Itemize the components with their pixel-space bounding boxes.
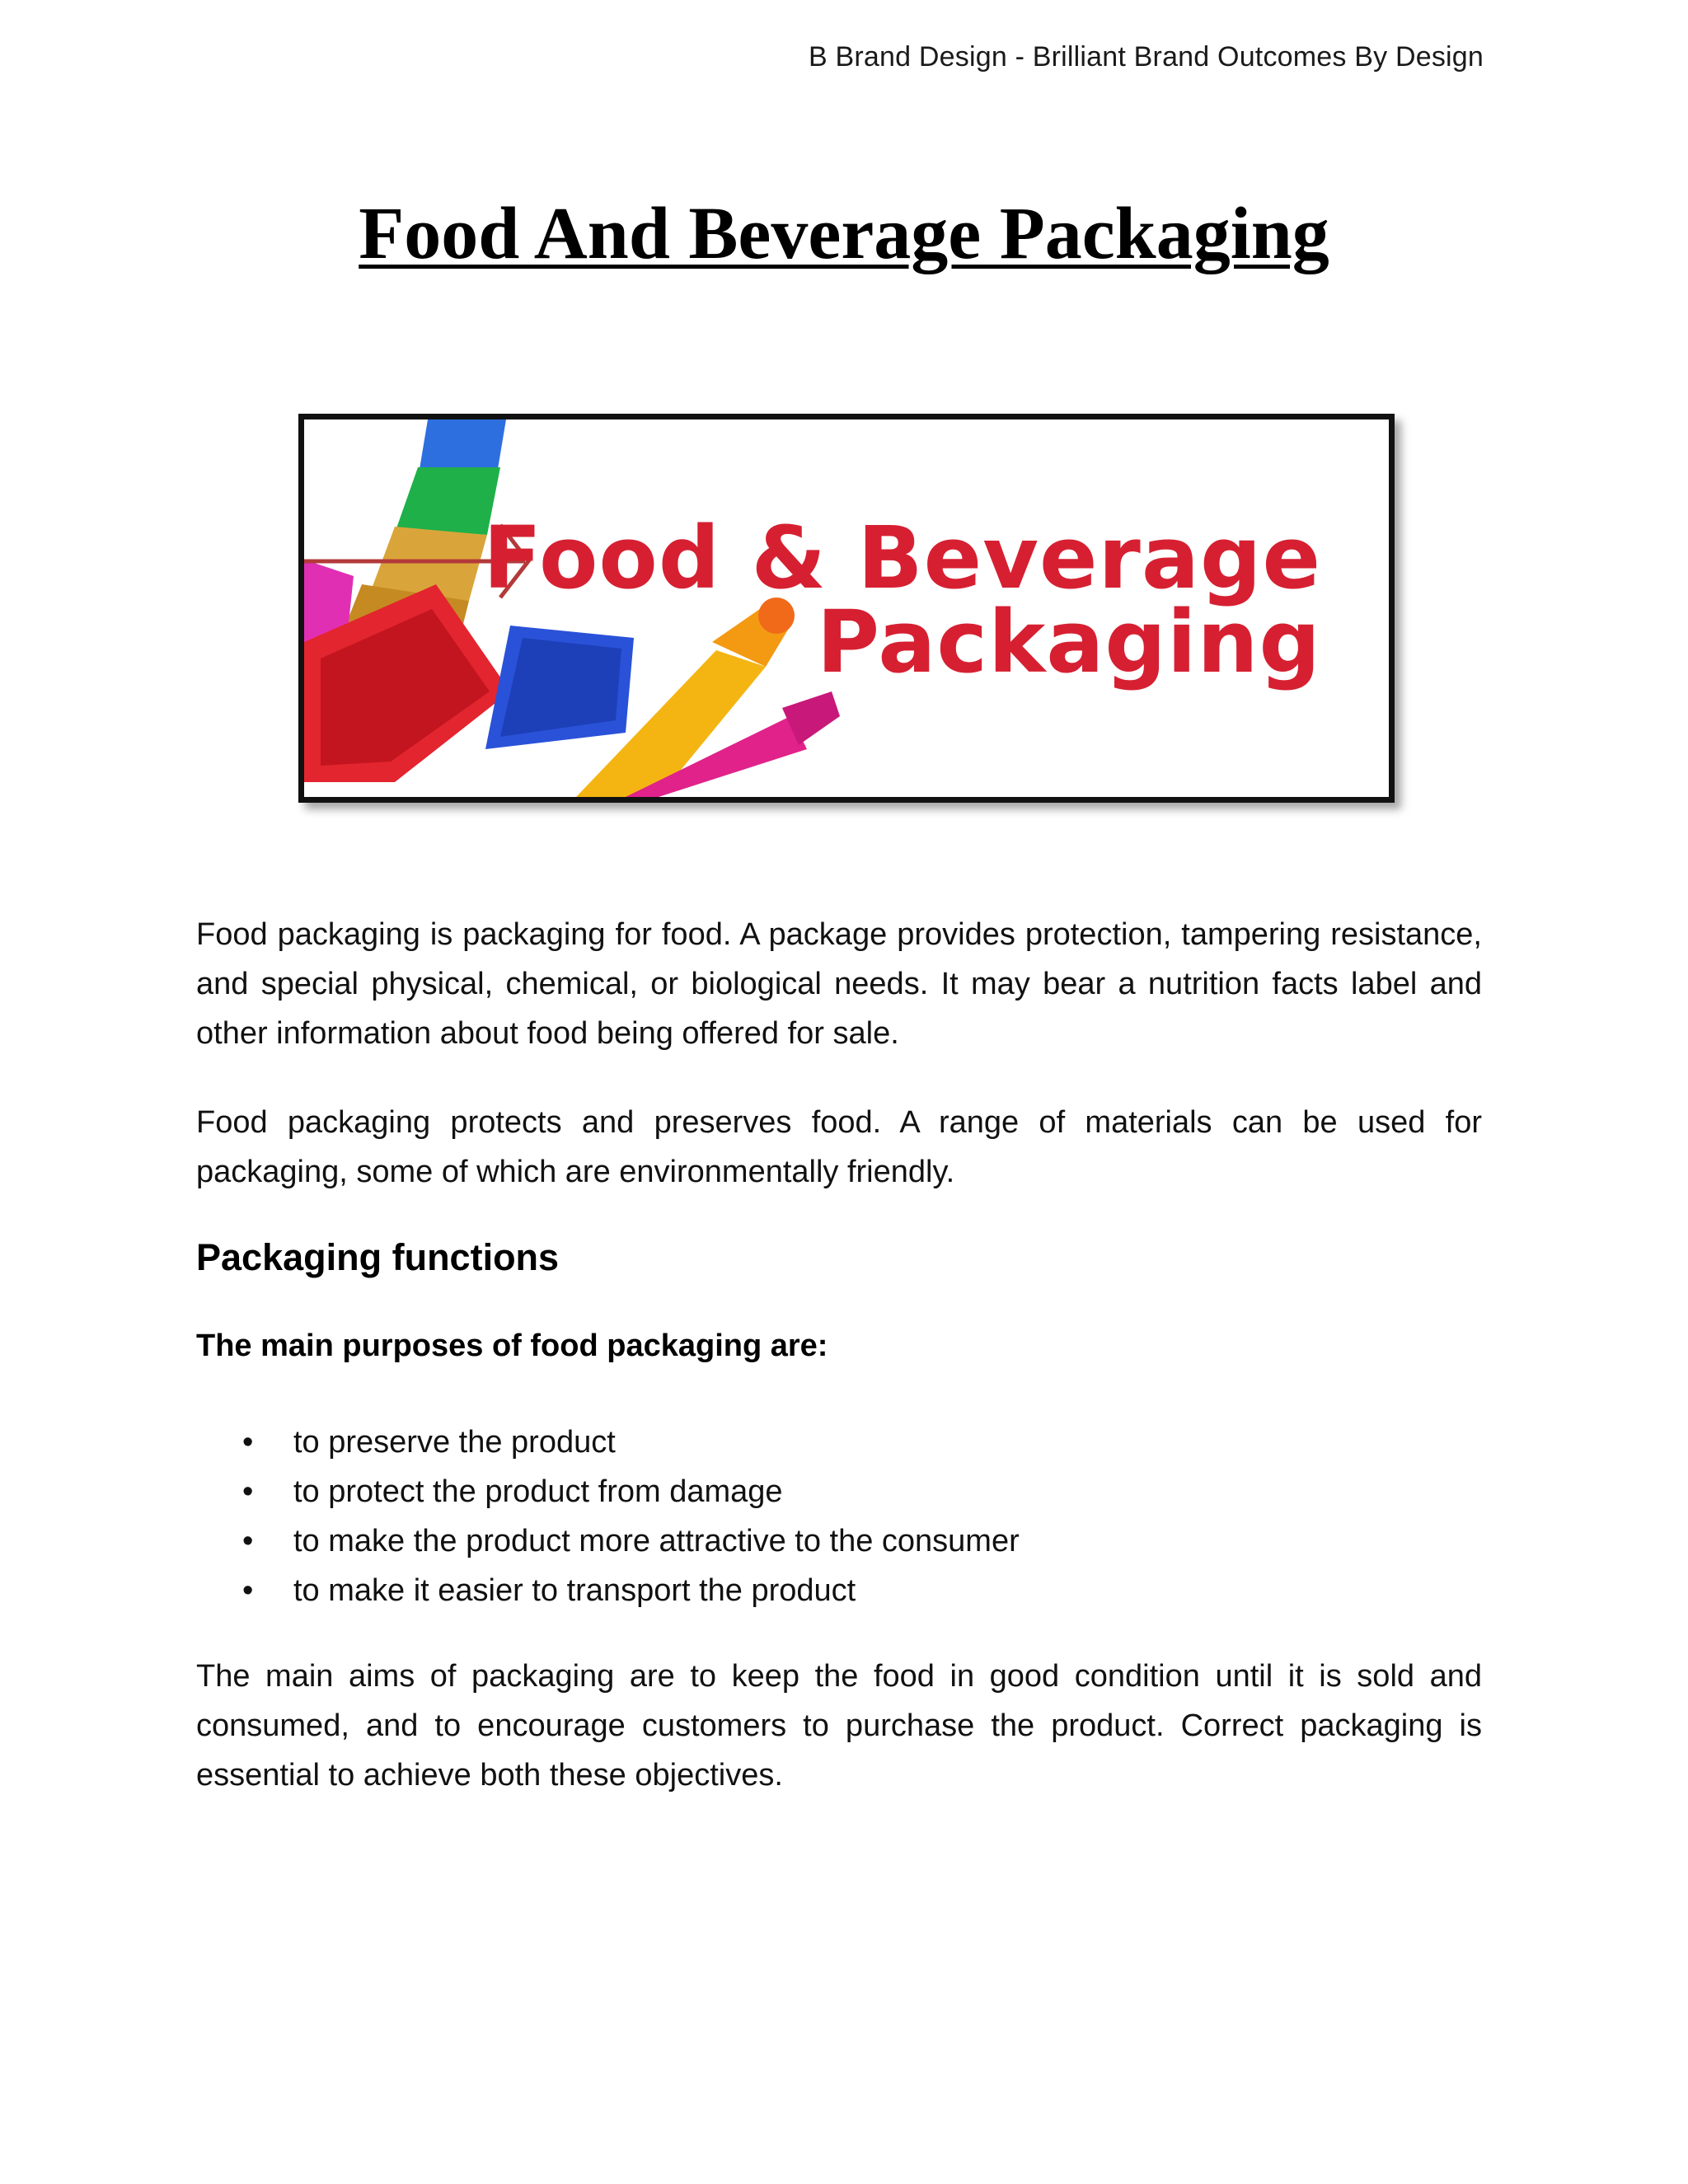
materials-paragraph: Food packaging protects and preserves food. A range of materials can be used for packaging, some of which are environmentally friendly. [196,1105,1482,1189]
running-header: B Brand Design - Brilliant Brand Outcomes By Design [809,41,1484,73]
list-item [196,1418,1020,1467]
aims-paragraph: The main aims of packaging are to keep the food in good condition until it is sold and consumed, and to encourage customers to purchase the product. Correct packaging is essential to achieve both these objectives. [196,1659,1482,1793]
list-item [196,1516,1020,1566]
list-item-text: to preserve the product [293,1425,616,1460]
section-heading: Packaging functions [196,1236,560,1278]
bullet-icon: • [242,1425,254,1460]
bullet-icon: • [242,1573,254,1608]
document-title: Food And Beverage Packaging [359,193,1329,274]
list-item-text: to make the product more attractive to the consumer [293,1524,1020,1558]
list-item [196,1467,1020,1516]
banner-image [298,414,1395,803]
bullet-icon: • [242,1524,254,1558]
purposes-list [196,1418,1020,1615]
list-intro: The main purposes of food packaging are: [196,1329,828,1363]
banner-caption [483,508,1321,692]
list-item [196,1566,1020,1615]
list-item-text: to make it easier to transport the product [293,1573,856,1608]
banner-line-2: Packaging [816,591,1321,692]
banner-line-1: Food & Beverage [483,508,1321,608]
bullet-icon: • [242,1474,254,1509]
list-item-text: to protect the product from damage [293,1474,783,1509]
intro-paragraph: Food packaging is packaging for food. A package provides protection, tampering resistance, and special physical, chemical, or biological needs. It may bear a nutrition facts label and other information about food being offered for sale. [196,917,1482,1051]
